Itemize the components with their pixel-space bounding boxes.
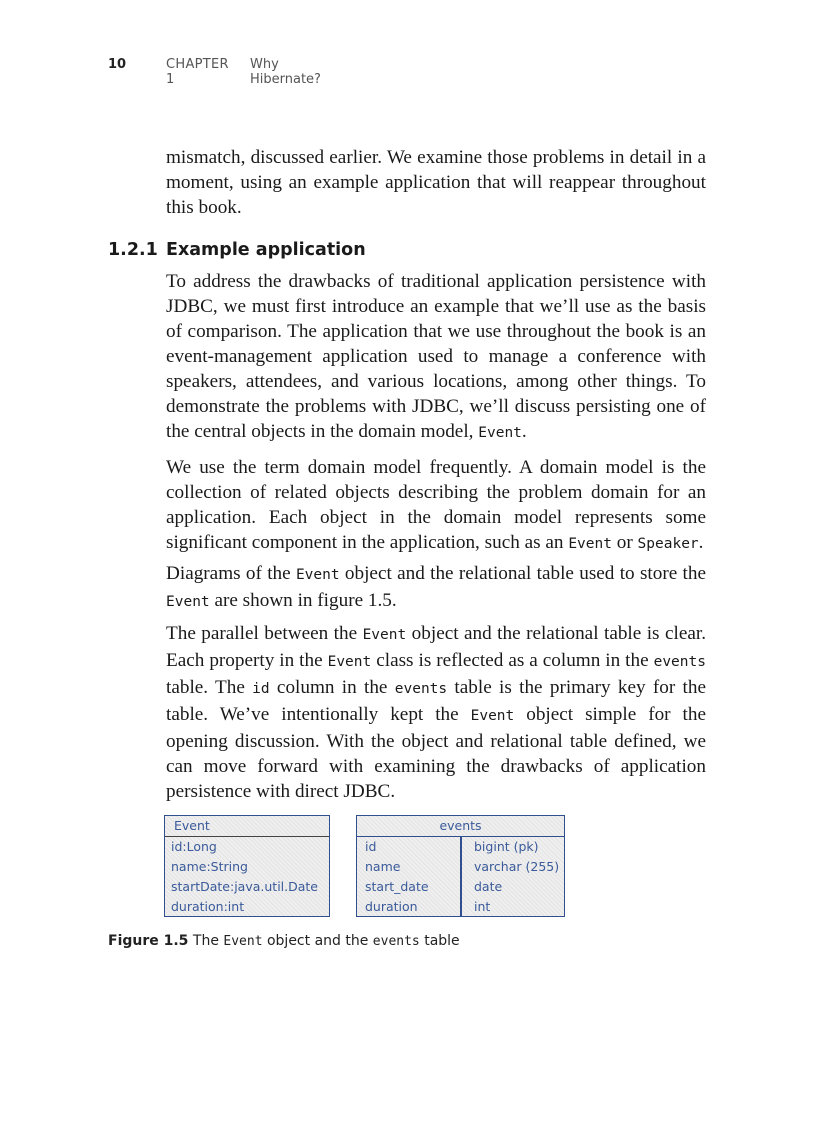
- inline-code: events: [653, 654, 706, 670]
- table-row: [357, 897, 564, 917]
- inline-code: Event: [295, 567, 340, 583]
- paragraph-4: The parallel between the Event object and the relational table is clear. Each property in the Event class is reflected as a column in the events table. The id column in the events table is the primary key for the table. We’ve intentionally kept the Event object simple for the opening discussion. With the object and relational table defined, we can move forward with examining the drawbacks of application persistence with direct JDBC.: [166, 623, 706, 802]
- paragraph-2: We use the term domain model frequently. A domain model is the collection of related objects describing the problem domain for an application. Each object in the domain model represents some significant component in the application, such as an Event or Speaker.: [166, 457, 706, 553]
- column-name: duration: [365, 899, 418, 914]
- table-row: [357, 877, 564, 897]
- table-row: [357, 837, 564, 857]
- chapter-title: Why Hibernate?: [250, 57, 321, 87]
- events-table-diagram: [356, 815, 565, 917]
- inline-code: id: [252, 681, 270, 697]
- section-title: Example application: [166, 240, 366, 260]
- column-type: int: [474, 899, 491, 914]
- inline-code: Event: [478, 425, 522, 441]
- paragraph-3: Diagrams of the Event object and the relational table used to store the Event are shown in figure 1.5.: [166, 563, 706, 611]
- figure-caption: Figure 1.5 The Event object and the events table: [108, 933, 460, 949]
- inline-code: Event: [166, 594, 210, 610]
- column-name: id: [365, 839, 377, 854]
- column-type: date: [474, 879, 503, 894]
- inline-code: Event: [362, 627, 407, 643]
- figure-label: Figure 1.5: [108, 933, 189, 949]
- class-attribute: startDate:java.util.Date: [171, 879, 318, 894]
- class-attribute: name:String: [171, 859, 248, 874]
- inline-code: events: [394, 681, 448, 697]
- intro-paragraph: mismatch, discussed earlier. We examine those problems in detail in a moment, using an example application that will reappear throughout this book.: [166, 147, 706, 218]
- class-name: Event: [165, 816, 329, 837]
- inline-code: events: [372, 934, 420, 949]
- section-heading: [108, 240, 366, 260]
- inline-code: Event: [470, 708, 515, 724]
- inline-code: Event: [327, 654, 372, 670]
- section-number: 1.2.1: [108, 240, 158, 260]
- paragraph-1: To address the drawbacks of traditional application persistence with JDBC, we must first introduce an example that we’ll use as the basis of comparison. The application that we use throughout the book is an event-management application used to manage a conference with speakers, attendees, and various locations, among other things. To demonstrate the problems with JDBC, we’ll discuss persisting one of the central objects in the domain model, Event.: [166, 271, 706, 442]
- column-name: start_date: [365, 879, 429, 894]
- chapter-label: CHAPTER 1: [166, 57, 229, 87]
- inline-code: Event: [568, 536, 612, 552]
- class-attribute: duration:int: [171, 899, 245, 914]
- column-name: name: [365, 859, 401, 874]
- inline-code: Speaker: [637, 536, 699, 552]
- table-row: [357, 857, 564, 877]
- column-type: varchar (255): [474, 859, 560, 874]
- table-name: events: [357, 816, 564, 837]
- page-number: 10: [108, 57, 127, 72]
- column-type: bigint (pk): [474, 839, 539, 854]
- inline-code: Event: [223, 934, 263, 949]
- event-class-diagram: [164, 815, 330, 917]
- class-attribute: id:Long: [171, 839, 217, 854]
